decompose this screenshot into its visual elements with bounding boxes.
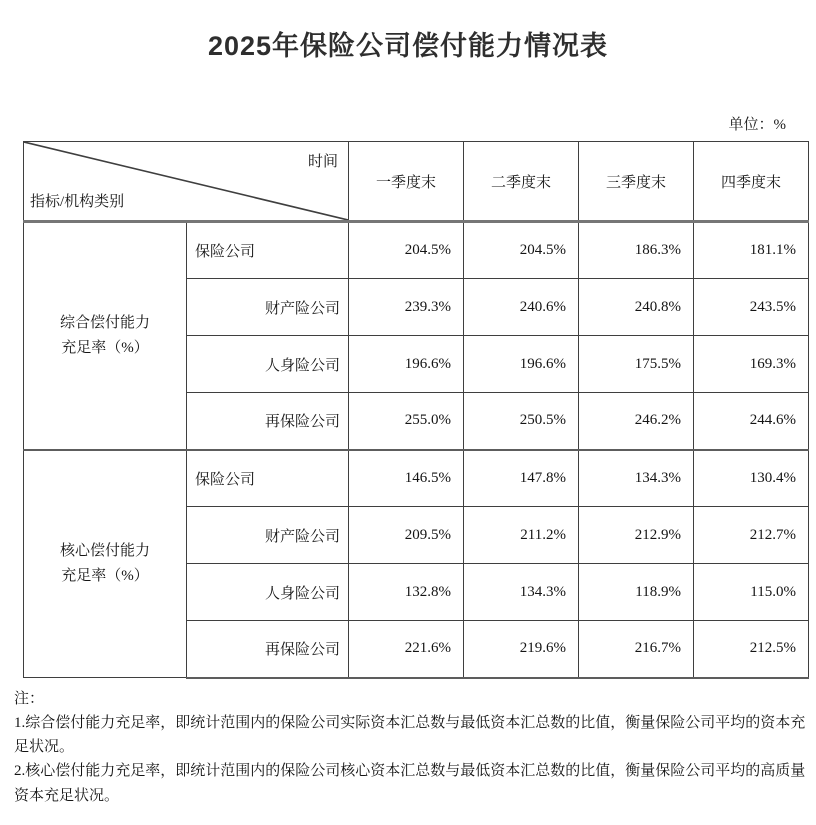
value-cell: 130.4% — [694, 450, 809, 507]
page — [0, 24, 816, 825]
group-label-line1: 综合偿付能力 — [59, 315, 150, 331]
row-label: 人身险公司 — [187, 336, 349, 393]
value-cell: 255.0% — [349, 393, 464, 450]
value-cell: 132.8% — [349, 564, 464, 621]
value-cell: 244.6% — [694, 393, 809, 450]
value-cell: 134.3% — [579, 450, 694, 507]
value-cell: 204.5% — [464, 222, 579, 279]
group-label-comprehensive — [24, 222, 187, 450]
value-cell: 118.9% — [579, 564, 694, 621]
note-item-2: 2.核心偿付能力充足率，即统计范围内的保险公司核心资本汇总数与最低资本汇总数的比值，衡量保险公司平均的高质量资本充足状况。 — [14, 763, 806, 804]
column-header-q2: 二季度末 — [464, 142, 579, 222]
value-cell: 219.6% — [464, 621, 579, 678]
value-cell: 240.8% — [579, 279, 694, 336]
value-cell: 175.5% — [579, 336, 694, 393]
value-cell: 196.6% — [464, 336, 579, 393]
row-label: 财产险公司 — [187, 279, 349, 336]
value-cell: 212.9% — [579, 507, 694, 564]
page-title: 2025年保险公司偿付能力情况表 — [207, 31, 609, 61]
unit-label: 单位：% — [728, 117, 786, 133]
value-cell: 169.3% — [694, 336, 809, 393]
footnotes — [14, 687, 806, 808]
row-label: 保险公司 — [187, 450, 349, 507]
note-item-1: 1.综合偿付能力充足率，即统计范围内的保险公司实际资本汇总数与最低资本汇总数的比值，衡量保险公司平均的资本充足状况。 — [14, 714, 806, 756]
value-cell: 146.5% — [349, 450, 464, 507]
note-header: 注： — [14, 690, 45, 707]
group-label-line2: 充足率（%） — [61, 339, 149, 356]
value-cell: 239.3% — [349, 279, 464, 336]
group-label-core — [24, 450, 187, 678]
value-cell: 250.5% — [464, 393, 579, 450]
value-cell: 211.2% — [464, 507, 579, 564]
value-cell: 221.6% — [349, 621, 464, 678]
table-row — [24, 222, 809, 279]
value-cell: 212.5% — [694, 621, 809, 678]
solvency-table — [23, 141, 809, 679]
value-cell: 115.0% — [694, 564, 809, 621]
row-label: 人身险公司 — [187, 564, 349, 621]
value-cell: 134.3% — [464, 564, 579, 621]
value-cell: 243.5% — [694, 279, 809, 336]
row-label: 再保险公司 — [187, 621, 349, 678]
corner-cell — [24, 142, 349, 222]
corner-indicator-label: 指标/机构类别 — [30, 194, 125, 210]
table-row — [24, 450, 809, 507]
column-header-q3: 三季度末 — [579, 142, 694, 222]
column-header-q1: 一季度末 — [349, 142, 464, 222]
value-cell: 186.3% — [579, 222, 694, 279]
value-cell: 181.1% — [694, 222, 809, 279]
row-label: 保险公司 — [187, 222, 349, 279]
value-cell: 204.5% — [349, 222, 464, 279]
value-cell: 216.7% — [579, 621, 694, 678]
column-header-q4: 四季度末 — [694, 142, 809, 222]
corner-time-label: 时间 — [307, 154, 338, 170]
value-cell: 212.7% — [694, 507, 809, 564]
value-cell: 246.2% — [579, 393, 694, 450]
group-label-line2: 充足率（%） — [61, 567, 149, 584]
table-header-row — [24, 142, 809, 222]
row-label: 再保险公司 — [187, 393, 349, 450]
group-label-line1: 核心偿付能力 — [59, 543, 150, 559]
value-cell: 240.6% — [464, 279, 579, 336]
row-label: 财产险公司 — [187, 507, 349, 564]
value-cell: 209.5% — [349, 507, 464, 564]
value-cell: 147.8% — [464, 450, 579, 507]
value-cell: 196.6% — [349, 336, 464, 393]
